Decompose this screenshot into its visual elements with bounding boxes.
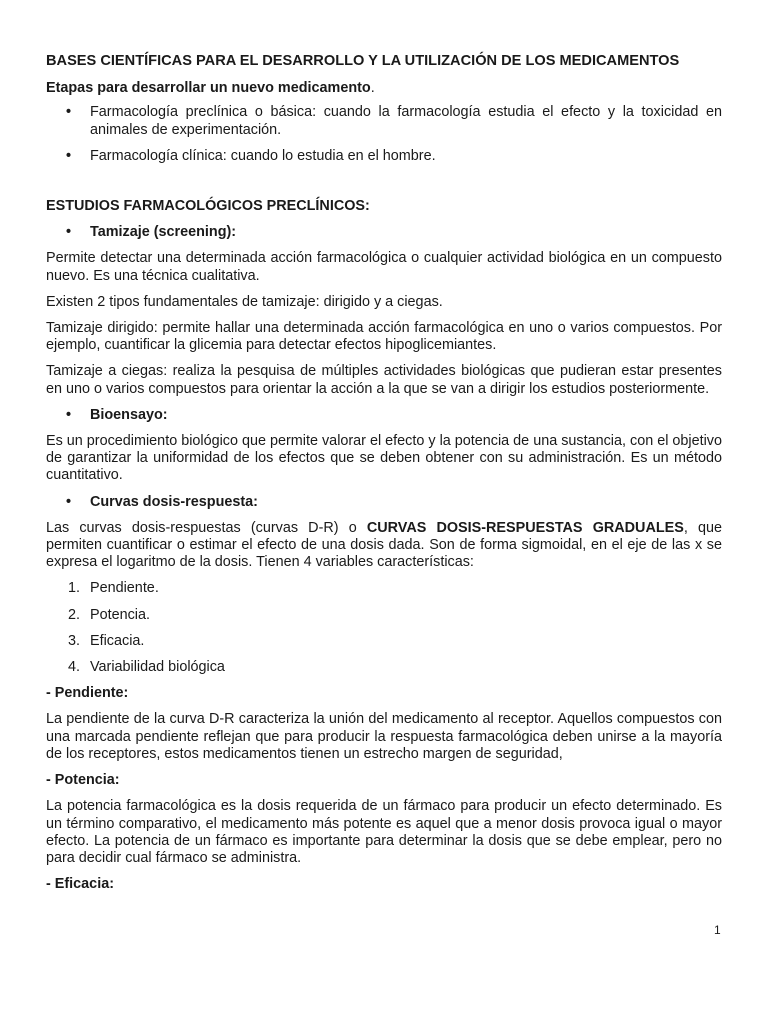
variable-item	[46, 580, 722, 597]
variable-number: 4.	[68, 659, 81, 676]
bioassay-bullet	[46, 407, 722, 424]
variable-item	[46, 607, 722, 624]
variables-list	[46, 580, 722, 676]
variable-number: 3.	[68, 632, 81, 649]
page-number: 1	[714, 923, 721, 937]
curves-text-bold: CURVAS DOSIS-RESPUESTAS GRADUALES	[366, 519, 684, 536]
slope-heading: - Pendiente:	[46, 685, 129, 702]
stages-heading: Etapas para desarrollar un nuevo medicamento	[46, 80, 371, 97]
bioassay-paragraph: Es un procedimiento biológico que permite valorar el efecto y la potencia de una sustancia, con el objetivo de garantizar la uniformidad de los efectos que se deben obtener con su administración. Es un método cuantitativo.	[46, 433, 722, 484]
variable-label: Potencia.	[90, 606, 151, 623]
variable-label: Variabilidad biológica	[90, 659, 225, 676]
stage-item-preclinical: • Farmacología preclínica o básica: cuando la farmacología estudia el efecto y la toxicidad en animales de experimentación.	[46, 104, 722, 138]
screening-bullet	[46, 224, 722, 241]
curves-text-c: , que permiten cuantificar o estimar el efecto de una dosis dada. Son de forma sigmoidal, en el eje de las x se expresa el logaritmo de la dosis. Tienen 4 variables características:	[46, 519, 723, 571]
curves-paragraph	[46, 520, 722, 572]
variable-label: Pendiente.	[90, 580, 159, 597]
bioassay-heading: • Bioensayo:	[46, 407, 722, 424]
variable-item	[46, 659, 722, 676]
document-page	[46, 53, 722, 893]
potency-heading: - Potencia:	[46, 772, 120, 789]
curves-bullet	[46, 494, 722, 511]
stages-heading-period: .	[370, 80, 375, 97]
screening-paragraph-1: Permite detectar una determinada acción farmacológica o cualquier actividad biológica en un compuesto nuevo. Es una técnica cualitativa.	[46, 250, 722, 284]
efficacy-heading: - Eficacia:	[46, 876, 114, 893]
screening-paragraph-4: Tamizaje a ciegas: realiza la pesquisa de múltiples actividades biológicas que pudieran estar presentes en uno o varios compuestos para orientar la acción a la que se van a dirigir los estudios posteriormente.	[46, 363, 722, 397]
potency-paragraph: La potencia farmacológica es la dosis requerida de un fármaco para producir un efecto determinado. Es un término comparativo, el medicamento más potente es aquel que a menor dosis provoca igual o mayor efecto. La potencia de un fármaco es importante para determinar la dosis que se debe emplear, pero no para decidir cual fármaco se administra.	[46, 798, 722, 866]
preclinical-heading: ESTUDIOS FARMACOLÓGICOS PRECLÍNICOS:	[46, 198, 370, 215]
screening-heading: • Tamizaje (screening):	[46, 224, 722, 241]
stages-list	[46, 104, 722, 165]
variable-number: 2.	[68, 606, 81, 623]
stage-item-clinical: • Farmacología clínica: cuando lo estudia en el hombre.	[46, 148, 722, 165]
stages-heading-line	[46, 80, 722, 97]
screening-paragraph-3: Tamizaje dirigido: permite hallar una determinada acción farmacológica en uno o varios compuestos. Por ejemplo, cuantificar la glicemia para detectar efectos hipoglicemiantes.	[46, 320, 722, 354]
variable-item	[46, 633, 722, 650]
slope-paragraph: La pendiente de la curva D-R caracteriza la unión del medicamento al receptor. Aquellos compuestos con una marcada pendiente reflejan que para producir la respuesta farmacológica deben unirse a la mayoría de los receptores, estos medicamentos tienen un estrecho margen de seguridad,	[46, 711, 722, 762]
variable-label: Eficacia.	[90, 632, 145, 649]
curves-heading: • Curvas dosis-respuesta:	[46, 494, 722, 511]
document-title: BASES CIENTÍFICAS PARA EL DESARROLLO Y LA UTILIZACIÓN DE LOS MEDICAMENTOS	[46, 53, 680, 69]
screening-paragraph-2: Existen 2 tipos fundamentales de tamizaje: dirigido y a ciegas.	[46, 293, 443, 310]
variable-number: 1.	[68, 580, 81, 597]
curves-text-a: Las curvas dosis-respuestas (curvas D-R) o	[46, 519, 367, 536]
